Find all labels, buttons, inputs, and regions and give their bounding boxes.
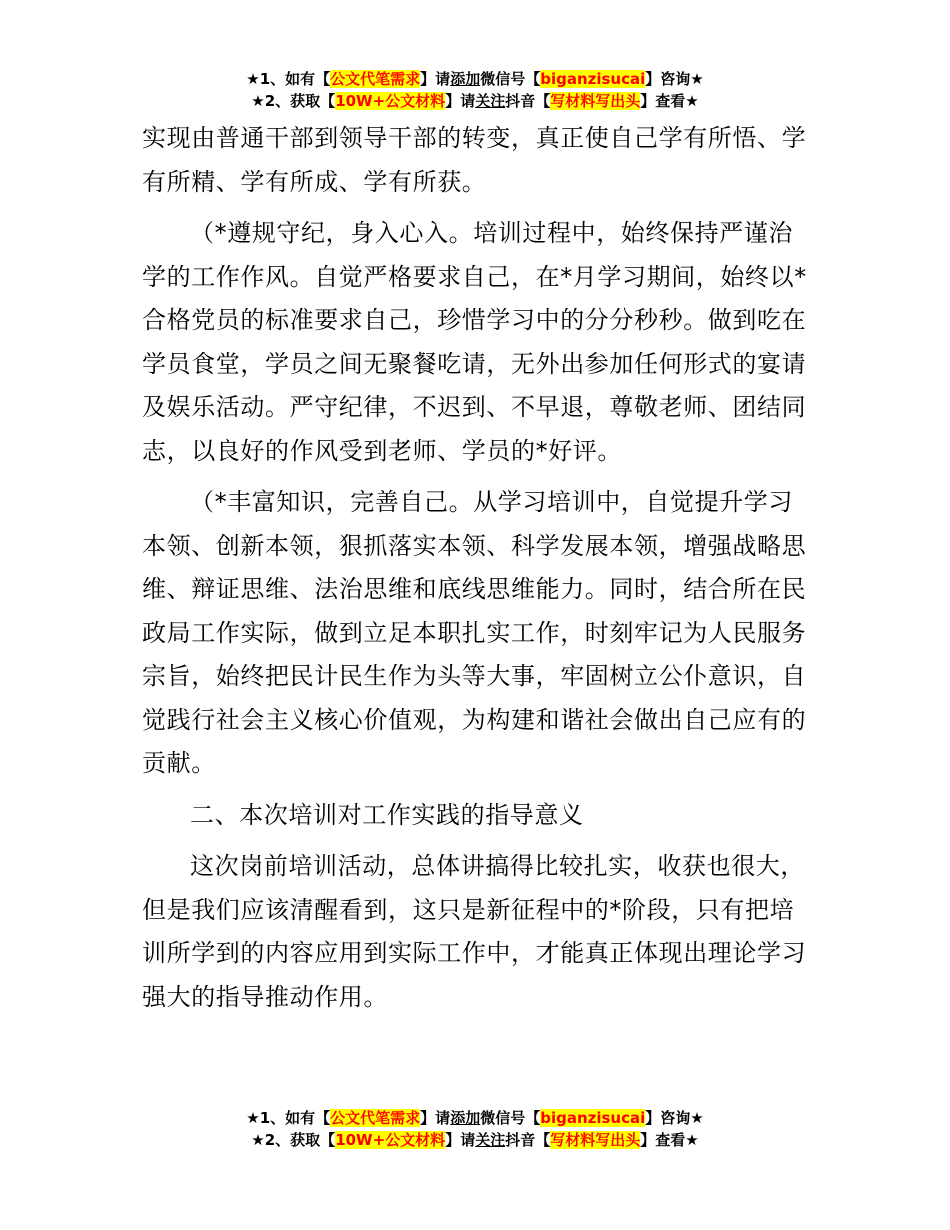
text-line: 贡献。 xyxy=(142,749,216,777)
footer-banner xyxy=(0,1107,950,1151)
banner-text: 抖音【 xyxy=(505,92,551,110)
text-line: 有所精、学有所成、学有所获。 xyxy=(142,167,487,196)
paragraph xyxy=(142,481,814,786)
banner-line-1 xyxy=(0,1107,950,1129)
text-line: 训所学到的内容应用到实际工作中，才能真正体现出理论学习 xyxy=(142,939,807,967)
highlight-text: biganzisucai xyxy=(540,1109,646,1127)
text-line: （*丰富知识，完善自己。从学习培训中，自觉提升学习 xyxy=(190,488,793,516)
text-line: 强大的指导推动作用。 xyxy=(142,982,388,1011)
text-line: 这次岗前培训活动，总体讲搞得比较扎实，收获也很大， xyxy=(190,852,805,880)
paragraph xyxy=(142,212,814,473)
highlight-text: 写材料写出头 xyxy=(550,92,641,110)
banner-line-2 xyxy=(0,90,950,112)
text-line: 但是我们应该清醒看到，这只是新征程中的*阶段，只有把培 xyxy=(142,895,795,924)
section-heading xyxy=(142,794,814,838)
banner-text: ★1、如有【 xyxy=(246,70,331,88)
header-banner xyxy=(0,68,950,112)
underlined-text: 添加 xyxy=(450,1109,481,1127)
paragraph xyxy=(142,117,814,204)
text-line: 觉践行社会主义核心价值观，为构建和谐社会做出自己应有的 xyxy=(142,705,807,734)
highlight-text: 10W+公文材料 xyxy=(335,92,446,110)
banner-text: 微信号【 xyxy=(480,70,541,88)
text-line: 实现由普通干部到领导干部的转变，真正使自己学有所悟、学 xyxy=(142,124,807,152)
banner-text: 】咨询★ xyxy=(645,1109,704,1127)
text-line: 宗旨，始终把民计民生作为头等大事，牢固树立公仆意识，自 xyxy=(142,662,807,690)
heading-text: 二、本次培训对工作实践的指导意义 xyxy=(190,800,584,829)
highlight-text: 10W+公文材料 xyxy=(335,1131,446,1149)
banner-text: 】请 xyxy=(445,92,476,110)
banner-text: 】查看★ xyxy=(640,1131,699,1149)
banner-text: 】咨询★ xyxy=(645,70,704,88)
banner-text: 微信号【 xyxy=(480,1109,541,1127)
banner-text: 】查看★ xyxy=(640,92,699,110)
underlined-text: 关注 xyxy=(475,1131,506,1149)
text-line: 及娱乐活动。严守纪律，不迟到、不早退，尊敬老师、团结同 xyxy=(142,393,807,421)
banner-text: ★1、如有【 xyxy=(246,1109,331,1127)
text-line: （*遵规守纪，身入心入。培训过程中，始终保持严谨治 xyxy=(190,219,793,247)
text-line: 学的工作作风。自觉严格要求自己，在*月学习期间，始终以* xyxy=(142,262,807,291)
highlight-text: biganzisucai xyxy=(540,70,646,88)
text-line: 维、辩证思维、法治思维和底线思维能力。同时，结合所在民 xyxy=(142,575,807,603)
text-line: 合格党员的标准要求自己，珍惜学习中的分分秒秒。做到吃在 xyxy=(142,306,807,334)
text-line: 政局工作实际，做到立足本职扎实工作，时刻牢记为人民服务 xyxy=(142,618,807,647)
banner-text: ★2、获取【 xyxy=(251,92,336,110)
banner-text: 】请 xyxy=(445,1131,476,1149)
text-line: 学员食堂，学员之间无聚餐吃请，无外出参加任何形式的宴请 xyxy=(142,349,807,378)
banner-text: 抖音【 xyxy=(505,1131,551,1149)
paragraph xyxy=(142,845,814,1019)
highlight-text: 写材料写出头 xyxy=(550,1131,641,1149)
document-body xyxy=(142,117,814,1027)
banner-line-1 xyxy=(0,68,950,90)
banner-line-2 xyxy=(0,1129,950,1151)
banner-text: 】请 xyxy=(420,70,451,88)
underlined-text: 添加 xyxy=(450,70,481,88)
underlined-text: 关注 xyxy=(475,92,506,110)
highlight-text: 公文代笔需求 xyxy=(330,1109,421,1127)
text-line: 志，以良好的作风受到老师、学员的*好评。 xyxy=(142,436,622,465)
banner-text: ★2、获取【 xyxy=(251,1131,336,1149)
banner-text: 】请 xyxy=(420,1109,451,1127)
highlight-text: 公文代笔需求 xyxy=(330,70,421,88)
text-line: 本领、创新本领，狠抓落实本领、科学发展本领，增强战略思 xyxy=(142,531,807,560)
